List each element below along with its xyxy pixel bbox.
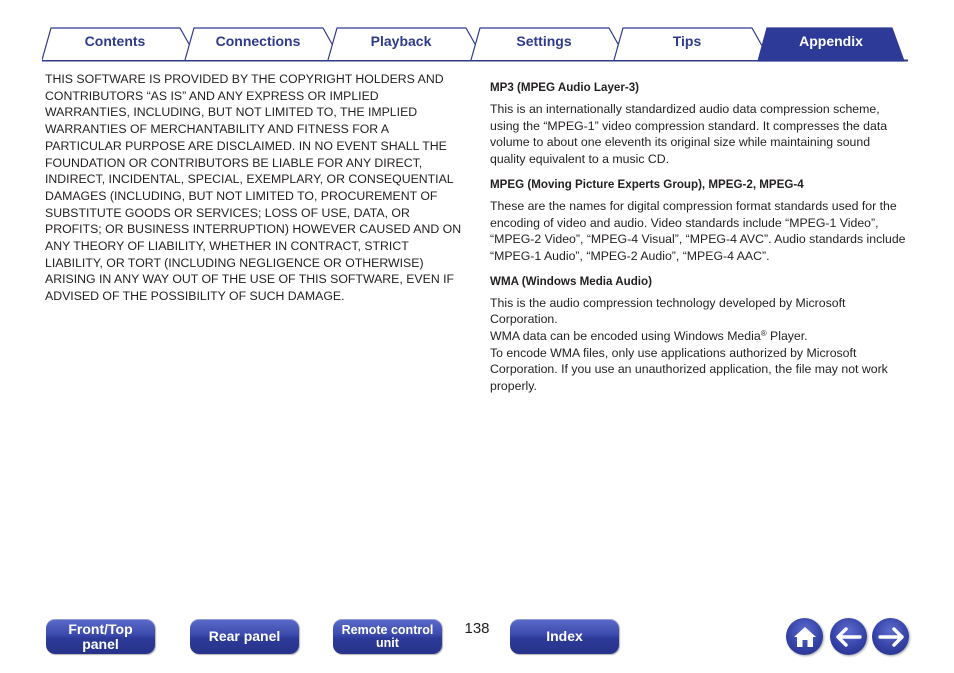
tab-settings[interactable]: Settings: [516, 33, 572, 49]
tab-bar: [42, 27, 908, 62]
home-icon: [792, 625, 818, 649]
page-number: 138: [464, 620, 490, 637]
glossary-wma: [490, 274, 908, 395]
wma-body-3: To encode WMA files, only use applications authorized by Microsoft Corporation. If you use an unauthorized application, the file may not work properly.: [490, 345, 888, 394]
remote-control-unit-button[interactable]: [333, 619, 442, 654]
forward-button[interactable]: [872, 618, 909, 655]
tab-tips[interactable]: Tips: [672, 33, 702, 49]
wma-body-2: [490, 328, 908, 345]
tab-connections[interactable]: Connections: [215, 33, 301, 49]
tab-contents[interactable]: Contents: [84, 33, 146, 49]
index-label: Index: [546, 628, 583, 644]
wma-body-2-text: WMA data can be encoded using Windows Media: [490, 329, 761, 344]
wma-body-2-tail: Player.: [766, 329, 808, 344]
mp3-body: This is an internationally standardized audio data compression scheme, using the “MPEG-1” video compression standard. It compresses the data volume to about one eleventh its original size while maintaining sound quality equivalent to a music CD.: [490, 102, 888, 167]
rear-panel-label: Rear panel: [208, 628, 281, 644]
glossary-mp3: [490, 80, 908, 168]
back-button[interactable]: [830, 618, 867, 655]
arrow-right-icon: [878, 627, 904, 647]
rear-panel-button[interactable]: [190, 619, 299, 654]
mpeg-heading: MPEG (Moving Picture Experts Group), MPEG-2, MPEG-4: [490, 177, 804, 191]
tab-playback[interactable]: Playback: [370, 33, 432, 49]
front-top-label-line1: Front/Top: [68, 620, 133, 637]
arrow-left-icon: [836, 627, 862, 647]
license-disclaimer: THIS SOFTWARE IS PROVIDED BY THE COPYRIGHT HOLDERS AND CONTRIBUTORS “AS IS” AND ANY EXPRESS OR IMPLIED WARRANTIES, INCLUDING, BUT NOT LIMITED TO, THE IMPLIED WARRANTIES OF MERCHANTABILITY AND FITNESS FOR A PARTICULAR PURPOSE ARE DISCLAIMED. IN NO EVENT SHALL THE FOUNDATION OR CONTRIBUTORS BE LIABLE FOR ANY DIRECT, INDIRECT, INCIDENTAL, SPECIAL, EXEMPLARY, OR CONSEQUENTIAL DAMAGES (INCLUDING, BUT NOT LIMITED TO, PROCUREMENT OF SUBSTITUTE GOODS OR SERVICES; LOSS OF USE, DATA, OR PROFITS; OR BUSINESS INTERRUPTION) HOWEVER CAUSED AND ON ANY THEORY OF LIABILITY, WHETHER IN CONTRACT, STRICT LIABILITY, OR TORT (INCLUDING NEGLIGENCE OR OTHERWISE) ARISING IN ANY WAY OUT OF THE USE OF THIS SOFTWARE, EVEN IF ADVISED OF THE POSSIBILITY OF SUCH DAMAGE.: [45, 72, 462, 304]
glossary-mpeg: [490, 177, 908, 265]
mp3-heading: MP3 (MPEG Audio Layer-3): [490, 81, 640, 94]
glossary: [490, 80, 908, 404]
registered-mark: ®: [760, 329, 767, 339]
mpeg-body: These are the names for digital compression format standards used for the encoding of video and audio. Video standards include “MPEG-1 Video”, “MPEG-2 Video”, “MPEG-4 Visual”, “MPEG-4 AVC”. Audio standards include “MPEG-1 Audio”, “MPEG-2 Audio”, “MPEG-4 AAC”.: [490, 198, 906, 263]
remote-label-line2: unit: [376, 635, 399, 650]
tab-appendix[interactable]: Appendix: [799, 33, 863, 49]
front-top-panel-button[interactable]: [46, 619, 155, 654]
index-button[interactable]: [510, 619, 619, 654]
front-top-label-line2: panel: [82, 635, 119, 652]
wma-heading: WMA (Windows Media Audio): [490, 274, 652, 288]
remote-label-line1: Remote control: [341, 622, 434, 637]
wma-body-1: This is the audio compression technology developed by Microsoft Corporation.: [490, 295, 846, 327]
home-button[interactable]: [786, 618, 823, 655]
